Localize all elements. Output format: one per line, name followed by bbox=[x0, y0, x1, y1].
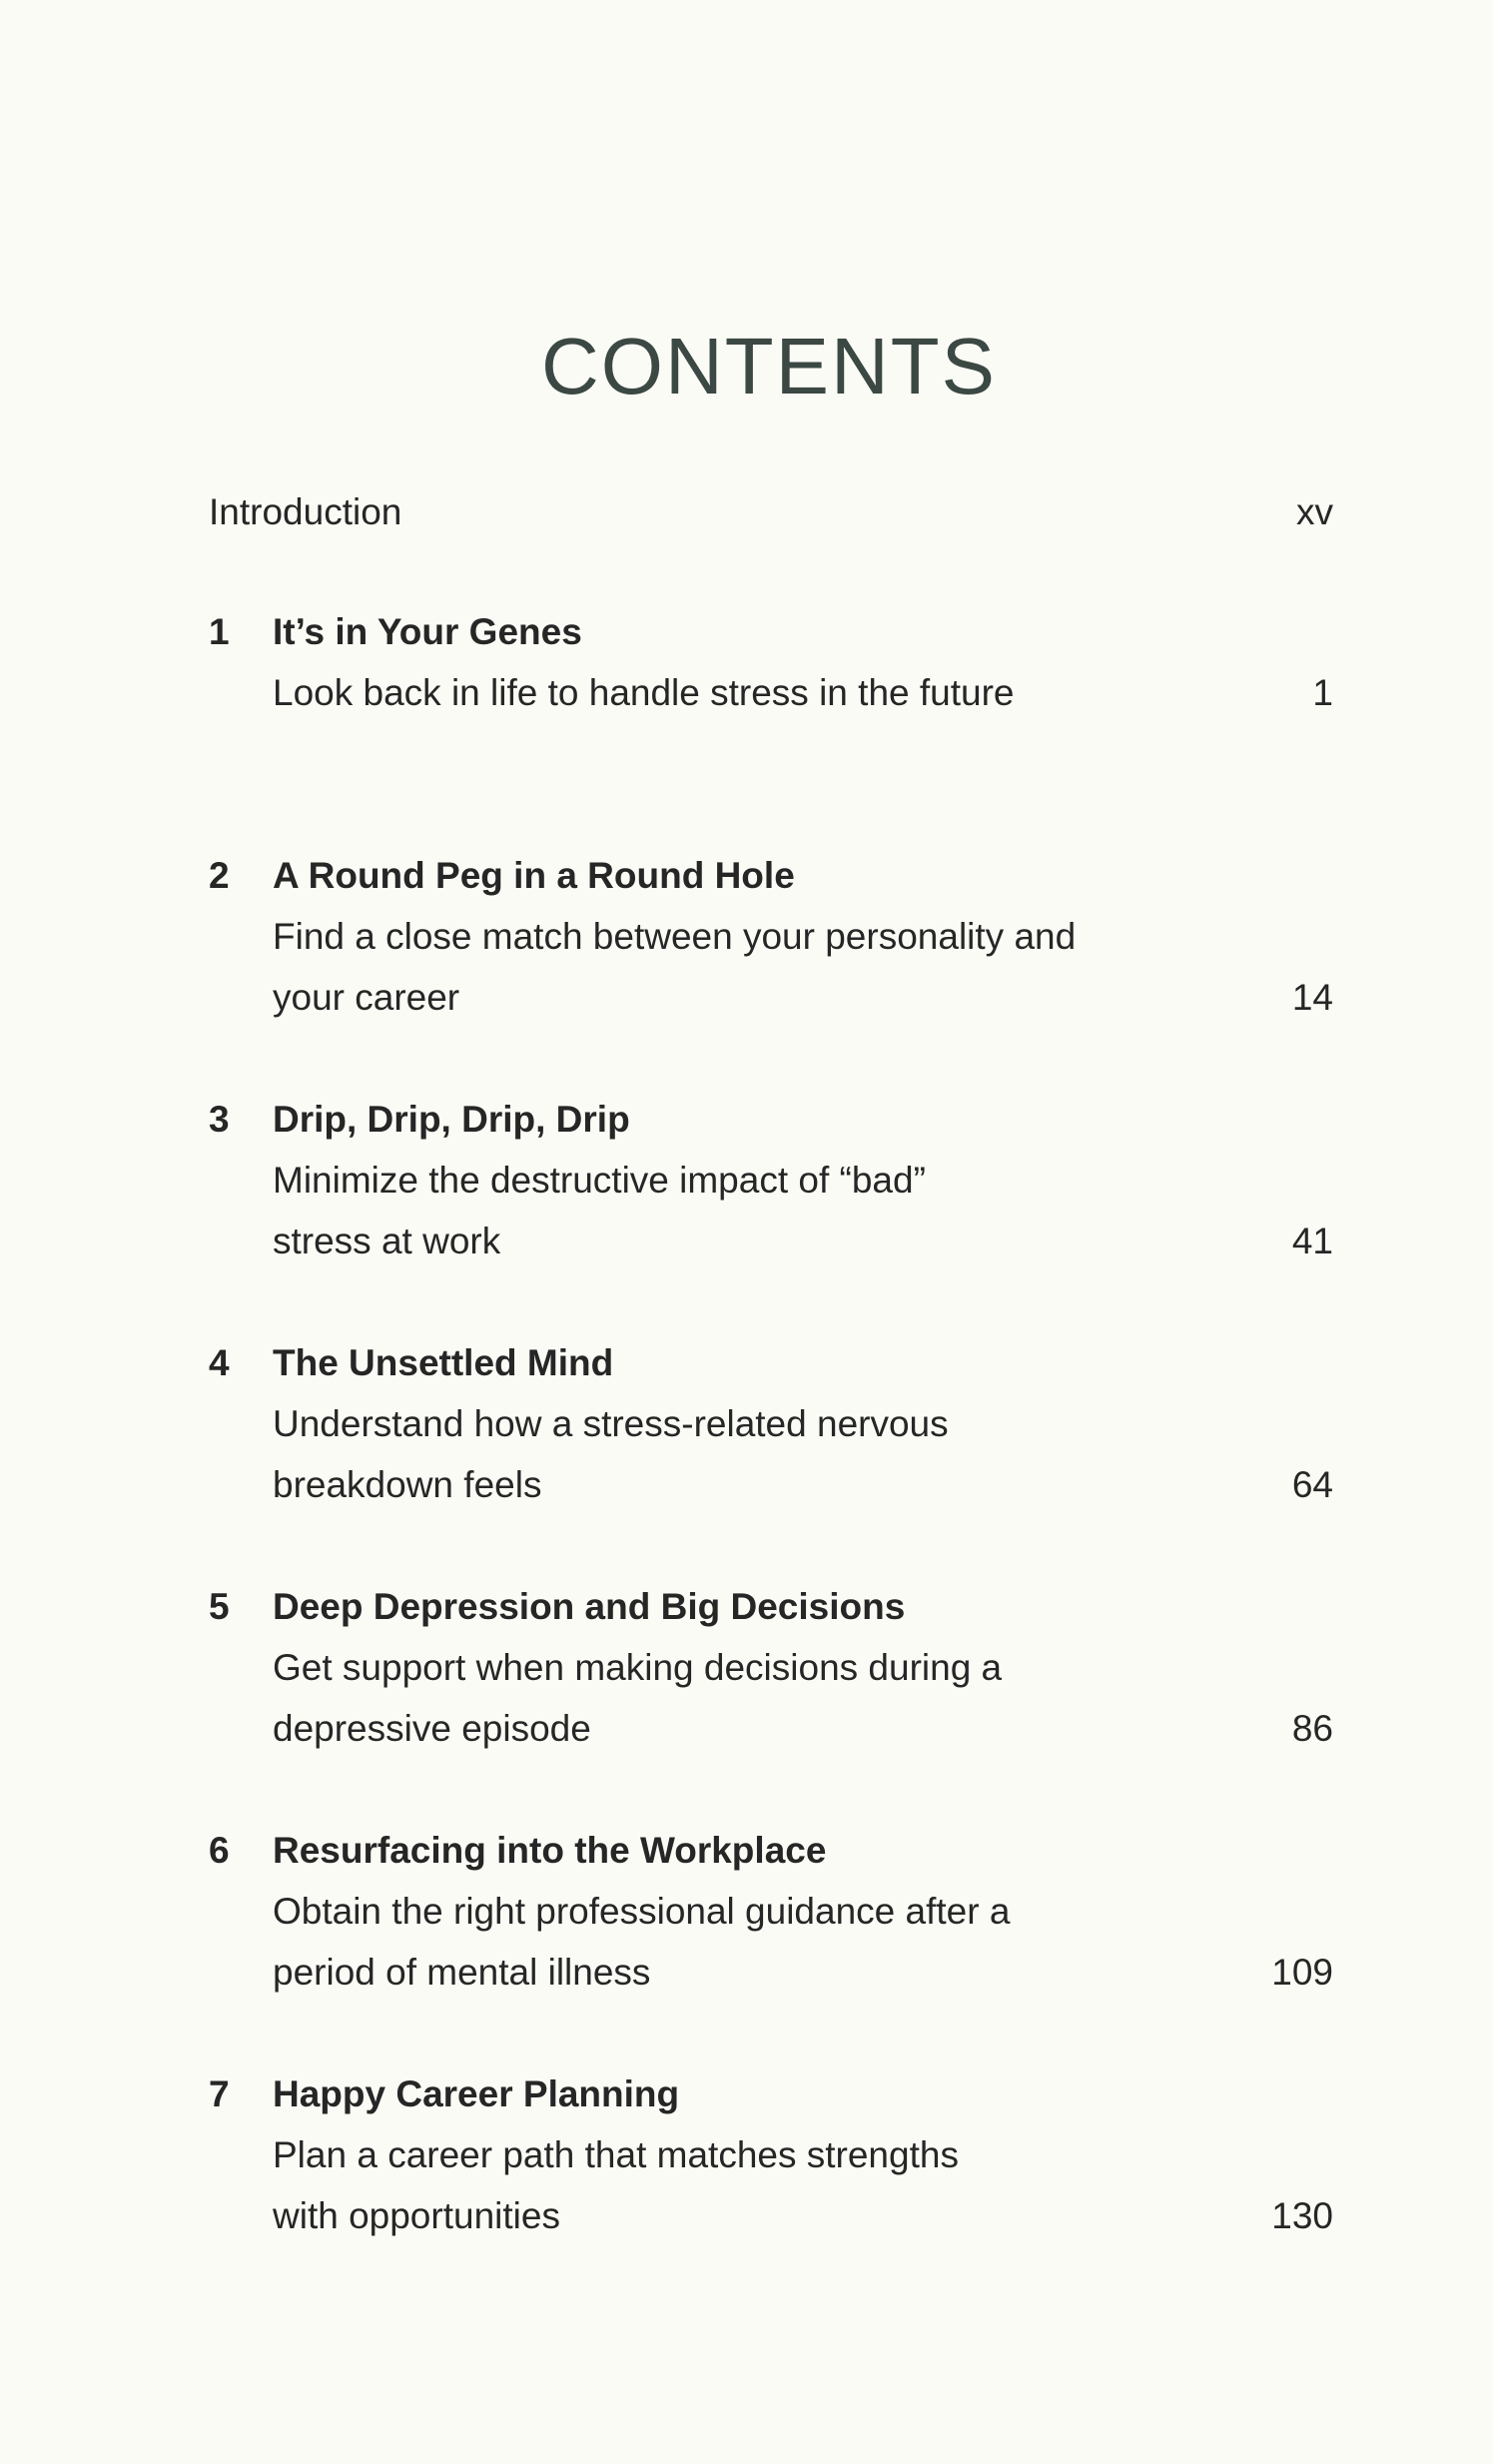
chapter-subtitle-line: Minimize the destructive impact of “bad” bbox=[273, 1160, 926, 1201]
toc-entry-chapter-5[interactable] bbox=[209, 1576, 1333, 1759]
chapter-title: Drip, Drip, Drip, Drip bbox=[273, 1099, 630, 1140]
chapter-title: It’s in Your Genes bbox=[273, 611, 582, 652]
chapter-number: 3 bbox=[209, 1099, 230, 1140]
toc-entry-chapter-6[interactable] bbox=[209, 1820, 1333, 2003]
chapter-number: 6 bbox=[209, 1830, 230, 1871]
page-number: 86 bbox=[1291, 1708, 1333, 1749]
chapter-number: 2 bbox=[209, 855, 230, 896]
chapter-subtitle-line: Find a close match between your personality and bbox=[273, 916, 1077, 957]
chapter-subtitle-line: breakdown feels bbox=[273, 1464, 542, 1505]
chapter-subtitle-line: stress at work bbox=[273, 1221, 501, 1261]
chapter-subtitle-line: with opportunities bbox=[273, 2195, 560, 2236]
page-number: 1 bbox=[1312, 672, 1333, 713]
chapter-title: A Round Peg in a Round Hole bbox=[273, 855, 795, 896]
toc-entry-chapter-3[interactable] bbox=[209, 1089, 1333, 1271]
chapter-subtitle-line: your career bbox=[273, 977, 460, 1018]
toc-entry-chapter-1[interactable] bbox=[209, 601, 1333, 723]
chapter-subtitle-line: Look back in life to handle stress in the future bbox=[273, 672, 1015, 713]
toc-entry-chapter-2[interactable] bbox=[209, 845, 1333, 1028]
chapter-subtitle-line: depressive episode bbox=[273, 1708, 591, 1749]
chapter-number: 4 bbox=[209, 1342, 230, 1383]
chapter-subtitle-line: Understand how a stress-related nervous bbox=[273, 1403, 949, 1444]
chapter-subtitle-line: Plan a career path that matches strengths bbox=[273, 2134, 959, 2175]
page-number: 41 bbox=[1291, 1221, 1333, 1261]
chapter-number: 7 bbox=[209, 2073, 230, 2114]
chapter-subtitle-line: period of mental illness bbox=[273, 1952, 651, 1993]
toc-entry-introduction[interactable] bbox=[209, 481, 1333, 542]
toc-entry-chapter-7[interactable] bbox=[209, 2063, 1333, 2246]
page-number: 109 bbox=[1271, 1952, 1333, 1993]
toc-entry-chapter-4[interactable] bbox=[209, 1332, 1333, 1515]
page-number: 130 bbox=[1271, 2195, 1333, 2236]
chapter-title: The Unsettled Mind bbox=[273, 1342, 614, 1383]
chapter-number: 5 bbox=[209, 1586, 230, 1627]
page-number: xv bbox=[1296, 491, 1333, 532]
chapter-title: Deep Depression and Big Decisions bbox=[273, 1586, 906, 1627]
chapter-title: Resurfacing into the Workplace bbox=[273, 1830, 827, 1871]
entry-title: Introduction bbox=[209, 491, 402, 532]
chapter-number: 1 bbox=[209, 611, 230, 652]
chapter-subtitle-line: Get support when making decisions during a bbox=[273, 1647, 1003, 1688]
page-number: 14 bbox=[1291, 977, 1333, 1018]
chapter-subtitle-line: Obtain the right professional guidance after a bbox=[273, 1891, 1011, 1932]
page-title: CONTENTS bbox=[541, 322, 997, 411]
page-number: 64 bbox=[1291, 1464, 1333, 1505]
chapter-title: Happy Career Planning bbox=[273, 2073, 680, 2114]
